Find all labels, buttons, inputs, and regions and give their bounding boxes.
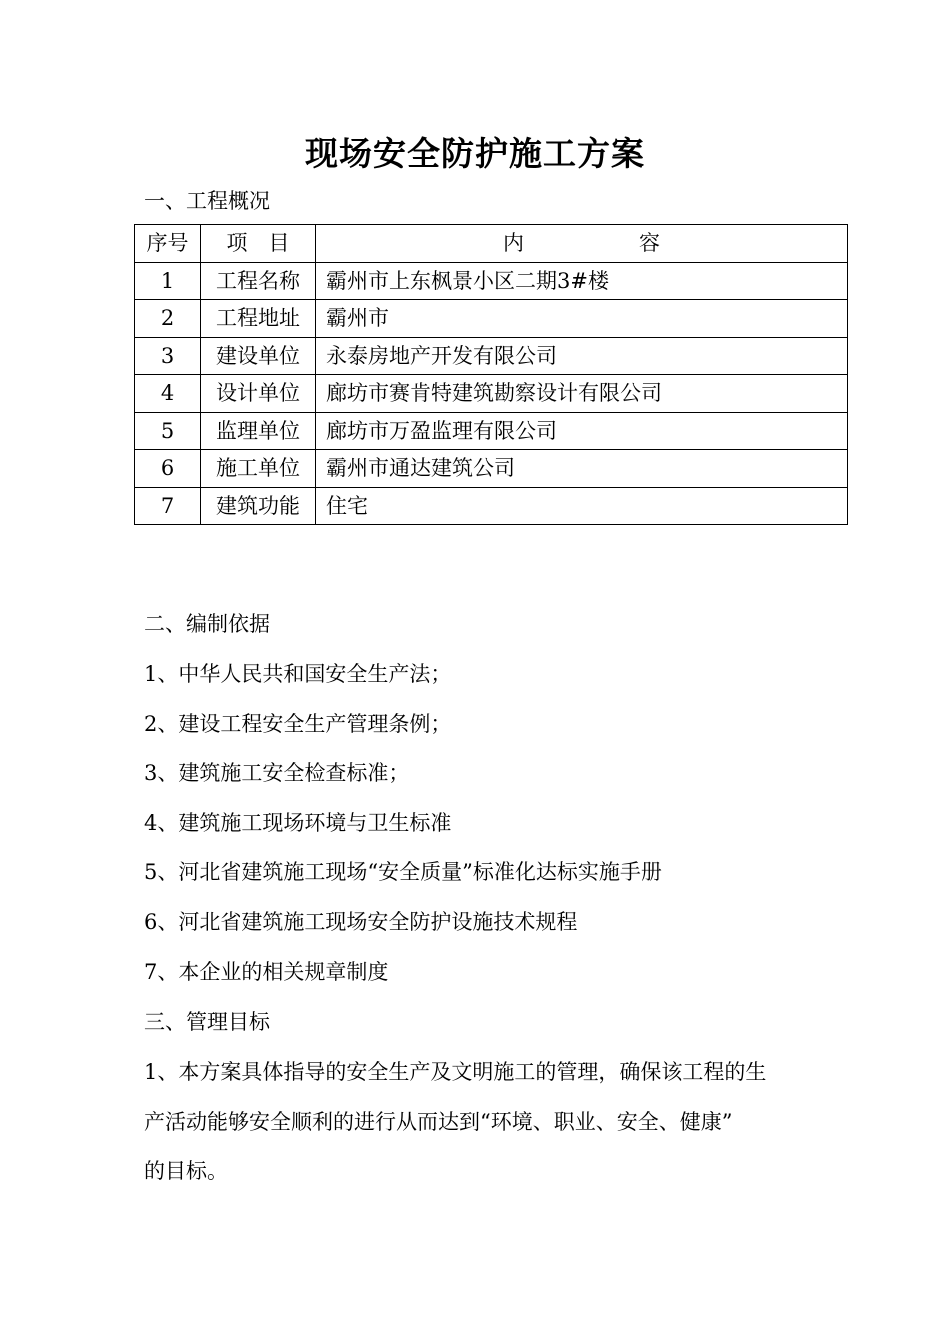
list-item: 6、河北省建筑施工现场安全防护设施技术规程 <box>144 910 578 934</box>
row-item: 施工单位 <box>201 450 316 488</box>
list-item: 2、建设工程安全生产管理条例； <box>144 712 452 736</box>
row-content: 霸州市 <box>316 300 848 338</box>
row-content: 永泰房地产开发有限公司 <box>316 337 848 375</box>
header-content <box>316 225 848 263</box>
section-heading-overview: 一、工程概况 <box>144 189 270 213</box>
row-item: 建设单位 <box>201 337 316 375</box>
table-row <box>135 262 848 300</box>
row-content: 廊坊市万盈监理有限公司 <box>316 412 848 450</box>
list-item: 5、河北省建筑施工现场“安全质量”标准化达标实施手册 <box>144 860 662 884</box>
table-row <box>135 412 848 450</box>
table-row <box>135 300 848 338</box>
row-content: 霸州市通达建筑公司 <box>316 450 848 488</box>
list-item: 1、中华人民共和国安全生产法； <box>144 662 452 686</box>
header-content-b: 容 <box>639 231 660 256</box>
header-content-a: 内 <box>503 231 524 256</box>
row-item: 工程地址 <box>201 300 316 338</box>
row-no: 2 <box>135 300 201 338</box>
table-row <box>135 375 848 413</box>
list-item: 3、建筑施工安全检查标准； <box>144 761 410 785</box>
section-heading-goals: 三、管理目标 <box>144 1010 270 1034</box>
row-item: 工程名称 <box>201 262 316 300</box>
document-title: 现场安全防护施工方案 <box>305 134 645 173</box>
row-item: 建筑功能 <box>201 487 316 525</box>
row-content: 廊坊市赛肯特建筑勘察设计有限公司 <box>316 375 848 413</box>
row-no: 3 <box>135 337 201 375</box>
row-no: 7 <box>135 487 201 525</box>
row-no: 4 <box>135 375 201 413</box>
paragraph-line: 1、本方案具体指导的安全生产及文明施工的管理，确保该工程的生 <box>144 1060 767 1084</box>
row-item: 监理单位 <box>201 412 316 450</box>
table-header-row <box>135 225 848 263</box>
row-content: 霸州市上东枫景小区二期3#楼 <box>316 262 848 300</box>
header-no: 序号 <box>135 225 201 263</box>
row-no: 6 <box>135 450 201 488</box>
header-item: 项 目 <box>201 225 316 263</box>
paragraph-line: 产活动能够安全顺利的进行从而达到“环境、职业、安全、健康” <box>144 1110 733 1134</box>
row-item: 设计单位 <box>201 375 316 413</box>
list-item: 7、本企业的相关规章制度 <box>144 960 389 984</box>
row-no: 1 <box>135 262 201 300</box>
table-row <box>135 487 848 525</box>
project-overview-table <box>134 224 848 525</box>
row-content: 住宅 <box>316 487 848 525</box>
section-heading-basis: 二、编制依据 <box>144 612 270 636</box>
paragraph-line: 的目标。 <box>144 1159 228 1183</box>
list-item: 4、建筑施工现场环境与卫生标准 <box>144 811 452 835</box>
row-no: 5 <box>135 412 201 450</box>
table-row <box>135 337 848 375</box>
table-row <box>135 450 848 488</box>
